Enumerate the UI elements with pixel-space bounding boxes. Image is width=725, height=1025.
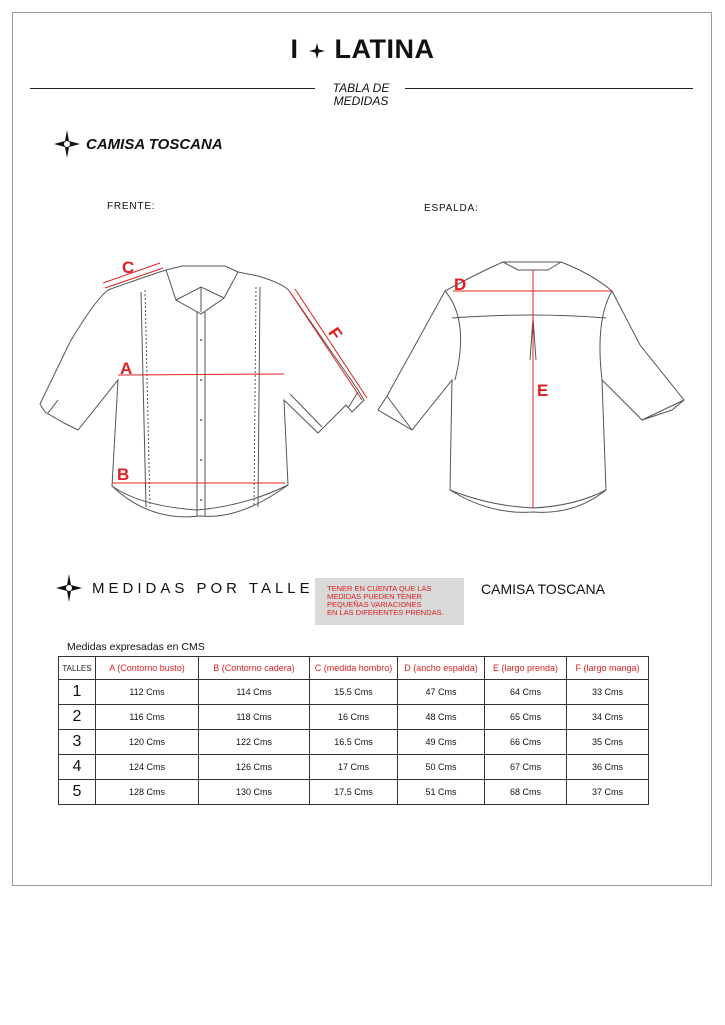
table-cell: 17 Cms <box>310 755 398 780</box>
table-cell: 35 Cms <box>567 730 649 755</box>
front-view-label: FRENTE: <box>107 201 156 212</box>
column-header-talles: TALLES <box>59 657 96 680</box>
table-cell: 118 Cms <box>199 705 310 730</box>
size-cell: 3 <box>59 730 96 755</box>
table-row <box>59 755 649 780</box>
note-line-3: PEQUEÑAS VARIACIONES <box>327 600 422 609</box>
table-cell: 47 Cms <box>398 680 485 705</box>
table-cell: 16 Cms <box>310 705 398 730</box>
back-measure-lines <box>453 270 612 508</box>
column-header-c: C (medida hombro) <box>310 657 398 680</box>
note-line-2: MEDIDAS PUEDEN TENER <box>327 592 422 601</box>
marker-a: A <box>120 359 133 378</box>
table-row <box>59 680 649 705</box>
column-header-b: B (Contorno cadera) <box>199 657 310 680</box>
table-cell: 128 Cms <box>96 780 199 805</box>
table-cell: 130 Cms <box>199 780 310 805</box>
product-title-text: CAMISA TOSCANA <box>86 135 223 153</box>
table-cell: 48 Cms <box>398 705 485 730</box>
measures-product-name: CAMISA TOSCANA <box>481 581 605 597</box>
column-header-f: F (largo manga) <box>567 657 649 680</box>
note-line-4: EN LAS DIFERENTES PRENDAS. <box>327 608 444 617</box>
table-cell: 124 Cms <box>96 755 199 780</box>
table-cell: 114 Cms <box>199 680 310 705</box>
table-cell: 64 Cms <box>485 680 567 705</box>
table-cell: 112 Cms <box>96 680 199 705</box>
table-cell: 16.5 Cms <box>310 730 398 755</box>
size-cell: 4 <box>59 755 96 780</box>
measures-heading <box>56 574 314 602</box>
table-cell: 49 Cms <box>398 730 485 755</box>
table-row <box>59 780 649 805</box>
size-cell: 1 <box>59 680 96 705</box>
back-view-label: ESPALDA: <box>424 203 479 214</box>
marker-b: B <box>117 465 130 484</box>
table-cell: 37 Cms <box>567 780 649 805</box>
table-cell: 50 Cms <box>398 755 485 780</box>
table-header-row <box>59 657 649 680</box>
table-cell: 126 Cms <box>199 755 310 780</box>
table-cell: 33 Cms <box>567 680 649 705</box>
units-caption: Medidas expresadas en CMS <box>67 641 205 653</box>
marker-d: D <box>454 275 467 294</box>
column-header-e: E (largo prenda) <box>485 657 567 680</box>
back-shirt-drawing <box>378 262 684 512</box>
front-shirt-drawing <box>40 266 364 517</box>
table-cell: 120 Cms <box>96 730 199 755</box>
brand-name-left: I <box>290 34 299 64</box>
subtitle-line-2: MEDIDAS <box>333 94 389 108</box>
table-cell: 116 Cms <box>96 705 199 730</box>
subtitle-line-1: TABLA DE <box>332 81 390 95</box>
marker-e: E <box>537 381 549 400</box>
table-row <box>59 705 649 730</box>
table-cell: 34 Cms <box>567 705 649 730</box>
size-cell: 2 <box>59 705 96 730</box>
table-cell: 65 Cms <box>485 705 567 730</box>
column-header-d: D (ancho espalda) <box>398 657 485 680</box>
table-cell: 68 Cms <box>485 780 567 805</box>
table-cell: 15.5 Cms <box>310 680 398 705</box>
table-cell: 67 Cms <box>485 755 567 780</box>
note-line-1: TENER EN CUENTA QUE LAS <box>327 584 432 593</box>
column-header-a: A (Contorno busto) <box>96 657 199 680</box>
table-cell: 51 Cms <box>398 780 485 805</box>
table-cell: 17.5 Cms <box>310 780 398 805</box>
marker-c: C <box>122 258 135 277</box>
table-cell: 122 Cms <box>199 730 310 755</box>
marker-f: F <box>324 323 346 344</box>
compass-star-icon <box>56 574 82 602</box>
measures-heading-text: MEDIDAS POR TALLE <box>92 579 314 597</box>
size-table <box>58 656 649 805</box>
table-cell: 36 Cms <box>567 755 649 780</box>
table-cell: 66 Cms <box>485 730 567 755</box>
table-row <box>59 730 649 755</box>
variation-note <box>315 578 464 625</box>
size-cell: 5 <box>59 780 96 805</box>
brand-name-right: LATINA <box>334 34 435 64</box>
